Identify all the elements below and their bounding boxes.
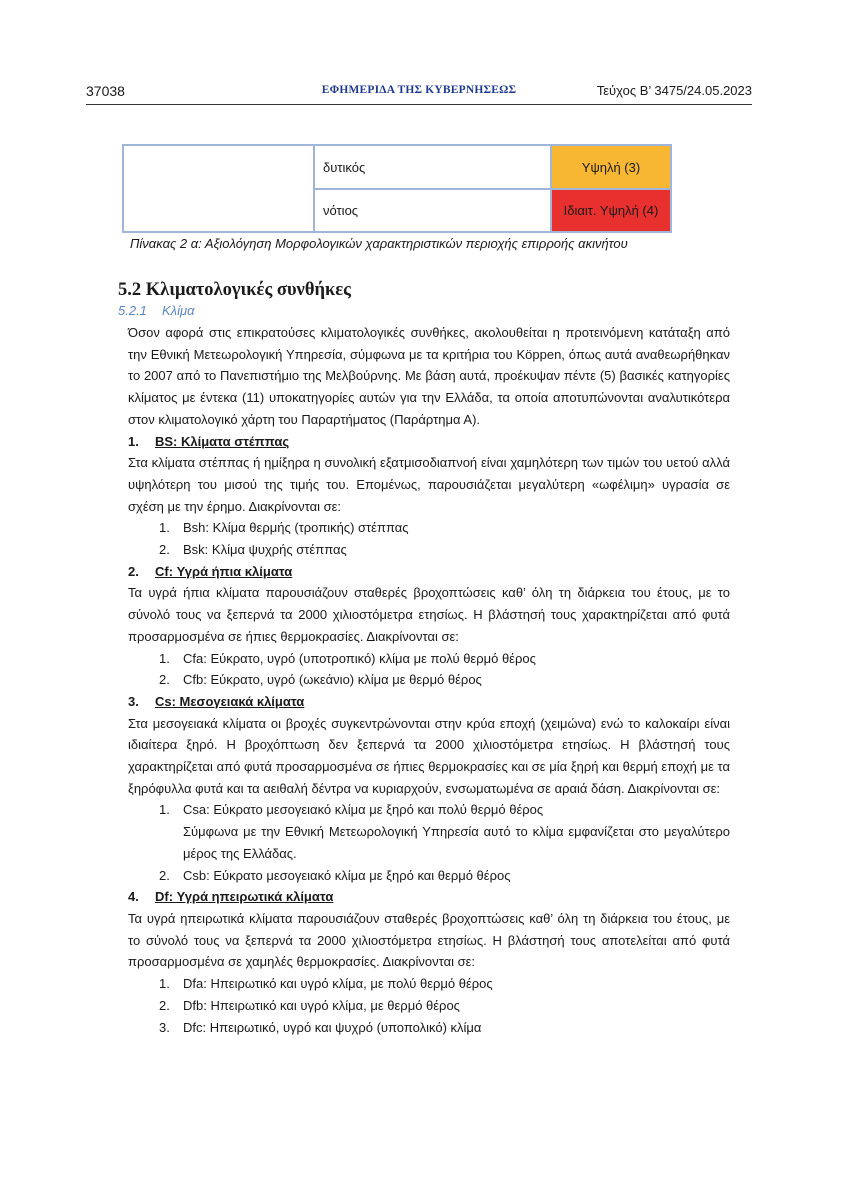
list-item-note: Σύμφωνα με την Εθνική Μετεωρολογική Υπηρεσία αυτό το κλίμα εμφανίζεται στο μεγαλύτερο μέρος της Ελλάδας. (183, 824, 730, 861)
table-cell-rating-very-high: Ιδιαιτ. Υψηλή (4) (551, 189, 671, 232)
table-caption: Πίνακας 2 α: Αξιολόγηση Μορφολογικών χαρακτηριστικών περιοχής επιρροής ακινήτου (130, 236, 628, 251)
list-item: 2. Cfb: Εύκρατο, υγρό (ωκεάνιο) κλίμα με θερμό θέρος (159, 672, 482, 688)
list-item: 2. Bsk: Κλίμα ψυχρής στέππας (159, 542, 347, 558)
paragraph: Τα υγρά ήπια κλίματα παρουσιάζουν σταθερές βροχοπτώσεις καθ’ όλη τη διάρκεια του έτους, με το σύνολό τους να ξεπερνά τα 2000 χιλιοστόμετρα ετησίως. Η βλάστησή τους χαρακτηρίζεται από φυτά προσαρμοσμένα σε ήπιες θερμοκρασίες. Διακρίνονται σε: (128, 585, 730, 644)
paragraph: Τα υγρά ηπειρωτικά κλίματα παρουσιάζουν σταθερές βροχοπτώσεις καθ’ όλη τη διάρκεια του έτους, με το σύνολό τους να ξεπερνά τα 2000 χιλιοστόμετρα ετησίως. Η βλάστησή τους αποτελείται από φυτά προσαρμοσμένα σε χαμηλές θερμοκρασίες. Διακρίνονται σε: (128, 910, 730, 970)
gazette-title: ΕΦΗΜΕΡΙΔΑ ΤΗΣ ΚΥΒΕΡΝΗΣΕΩΣ (321, 84, 517, 96)
table-row (123, 145, 671, 189)
table-cell-rating-high: Υψηλή (3) (551, 145, 671, 189)
morphology-table (122, 144, 672, 233)
list-item: 2. Dfb: Ηπειρωτικό και υγρό κλίμα, με θερμό θέρος (159, 997, 460, 1013)
page-header (86, 83, 752, 103)
list-item: 1. Csa: Εύκρατο μεσογειακό κλίμα με ξηρό και πολύ θερμό θέρος (159, 802, 544, 818)
list-item: 2. Csb: Εύκρατο μεσογειακό κλίμα με ξηρό και θερμό θέρος (159, 867, 511, 883)
list-item: 1. Dfa: Ηπειρωτικό και υγρό κλίμα, με πολύ θερμό θέρος (159, 976, 493, 992)
list-item: 1. Cfa: Εύκρατο, υγρό (υποτροπικό) κλίμα με πολύ θερμό θέρος (159, 650, 536, 666)
paragraph: Στα κλίματα στέππας ή ημίξηρα η συνολική εξατμισοδιαπνοή είναι χαμηλότερη των τιμών του υετού αλλά υψηλότερη του μισού της τιμής του. Επομένως, παρουσιάζεται μεγαλύτερη «ωφέλιμη» υγρασία σε σχέση με την έρημο. Διακρίνονται σε: (128, 455, 730, 514)
section-title: 5.2 Κλιματολογικές συνθήκες (118, 280, 351, 300)
table-cell-direction: νότιος (314, 189, 551, 232)
climate-heading: 4. Df: Υγρά ηπειρωτικά κλίματα (128, 889, 334, 905)
climate-heading: 2. Cf: Υγρά ήπια κλίματα (128, 563, 293, 579)
intro-paragraph: Όσον αφορά στις επικρατούσες κλιματολογικές συνθήκες, ακολουθείται η προτεινόμενη κατάταξη από την Εθνική Μετεωρολογική Υπηρεσία, σύμφωνα με τα κριτήρια του Köppen, όπως αυτά αναθεωρήθηκαν το 2007 από το Πανεπιστήμιο της Μελβούρνης. Με βάση αυτά, προέκυψαν πέντε (5) βασικές κατηγορίες κλίματος με έντεκα (11) υποκατηγορίες αυτών για την Ελλάδα, τα οποία αποτυπώνονται αναλυτικότερα στον κλιματολογικό χάρτη του Παραρτήματος (Παράρτημα Α). (128, 325, 730, 427)
list-item: 3. Dfc: Ηπειρωτικό, υγρό και ψυχρό (υποπολικό) κλίμα (159, 1019, 482, 1035)
subsection-number: 5.2.1 (118, 303, 147, 318)
page-number: 37038 (86, 83, 125, 99)
paragraph: Στα μεσογειακά κλίματα οι βροχές συγκεντρώνονται στην κρύα εποχή (χειμώνα) ενώ το καλοκαίρι είναι ιδιαίτερα ξηρό. Η βροχόπτωση δεν ξεπερνά τα 2000 χιλιοστόμετρα ετησίως. Η βλάστησή τους χαρακτηρίζεται από φυτά προσαρμοσμένα σε ήπιες θερμοκρασίες και σε μία ξηρή και θερμή εποχή με τα ξηρόφυλλα φυτά και τα αειθαλή δέντρα να κυριαρχούν, ενσωματωμένα σε αραιά δάση. Διακρίνονται σε: (128, 715, 730, 796)
header-divider (86, 104, 752, 105)
table-cell-direction: δυτικός (314, 145, 551, 189)
list-item: 1. Bsh: Κλίμα θερμής (τροπικής) στέππας (159, 520, 409, 536)
climate-heading: 1. BS: Κλίματα στέππας (128, 433, 290, 449)
document-body (128, 322, 730, 1038)
climate-heading: 3. Cs: Μεσογειακά κλίματα (128, 693, 305, 709)
table-cell-empty (123, 145, 314, 232)
issue-info: Τεύχος Β’ 3475/24.05.2023 (596, 83, 752, 98)
subsection-title: Κλίμα (162, 303, 195, 318)
subsection-heading (118, 303, 195, 318)
